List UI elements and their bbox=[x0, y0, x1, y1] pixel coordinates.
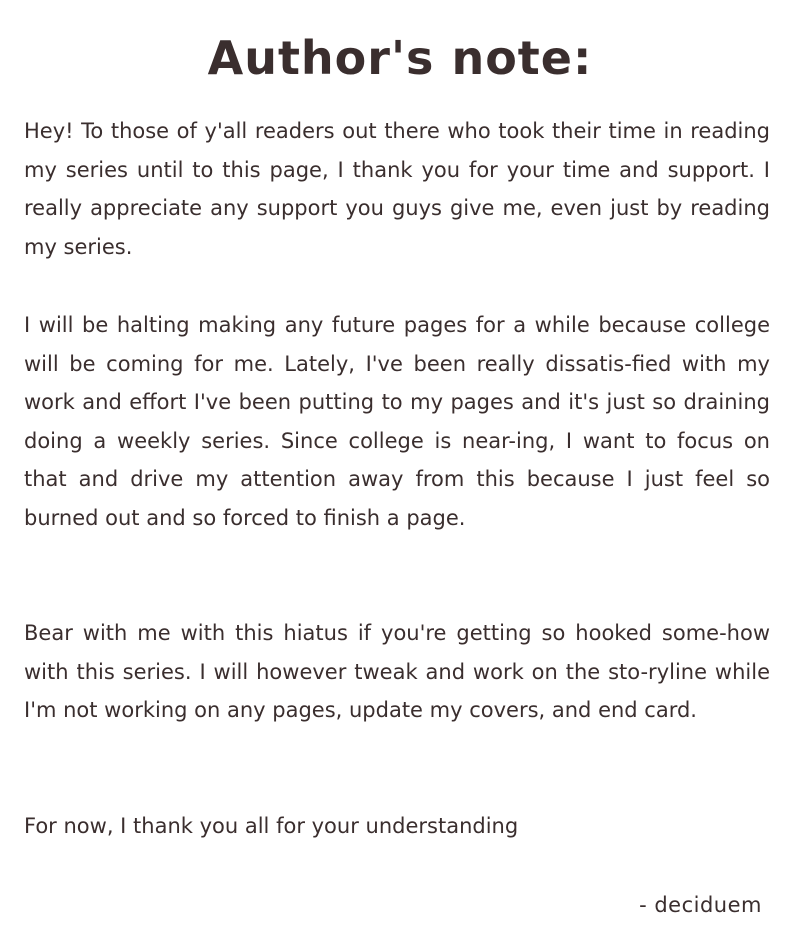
note-paragraph-2: I will be halting making any future pages for a while because college will be coming for me. Lately, I've been really dissatis-fied with my work and effort I've been putting to my pages and it's just so draining doing a weekly series. Since college is near-ing, I want to focus on that and drive my attention away from this because I just feel so burned out and so forced to finish a page. bbox=[24, 313, 770, 530]
author-signature: - deciduem bbox=[639, 893, 762, 917]
note-paragraph-1: Hey! To those of y'all readers out there who took their time in reading my series until to this page, I thank you for your time and support. I really appreciate any support you guys give me, even just by reading my series. bbox=[24, 119, 770, 259]
note-paragraph-4: For now, I thank you all for your understanding bbox=[24, 814, 519, 838]
page-title: Author's note: bbox=[207, 31, 593, 85]
note-paragraph-3: Bear with me with this hiatus if you're getting so hooked some-how with this series. I will however tweak and work on the sto-ryline while I'm not working on any pages, update my covers, and end card. bbox=[24, 621, 770, 723]
